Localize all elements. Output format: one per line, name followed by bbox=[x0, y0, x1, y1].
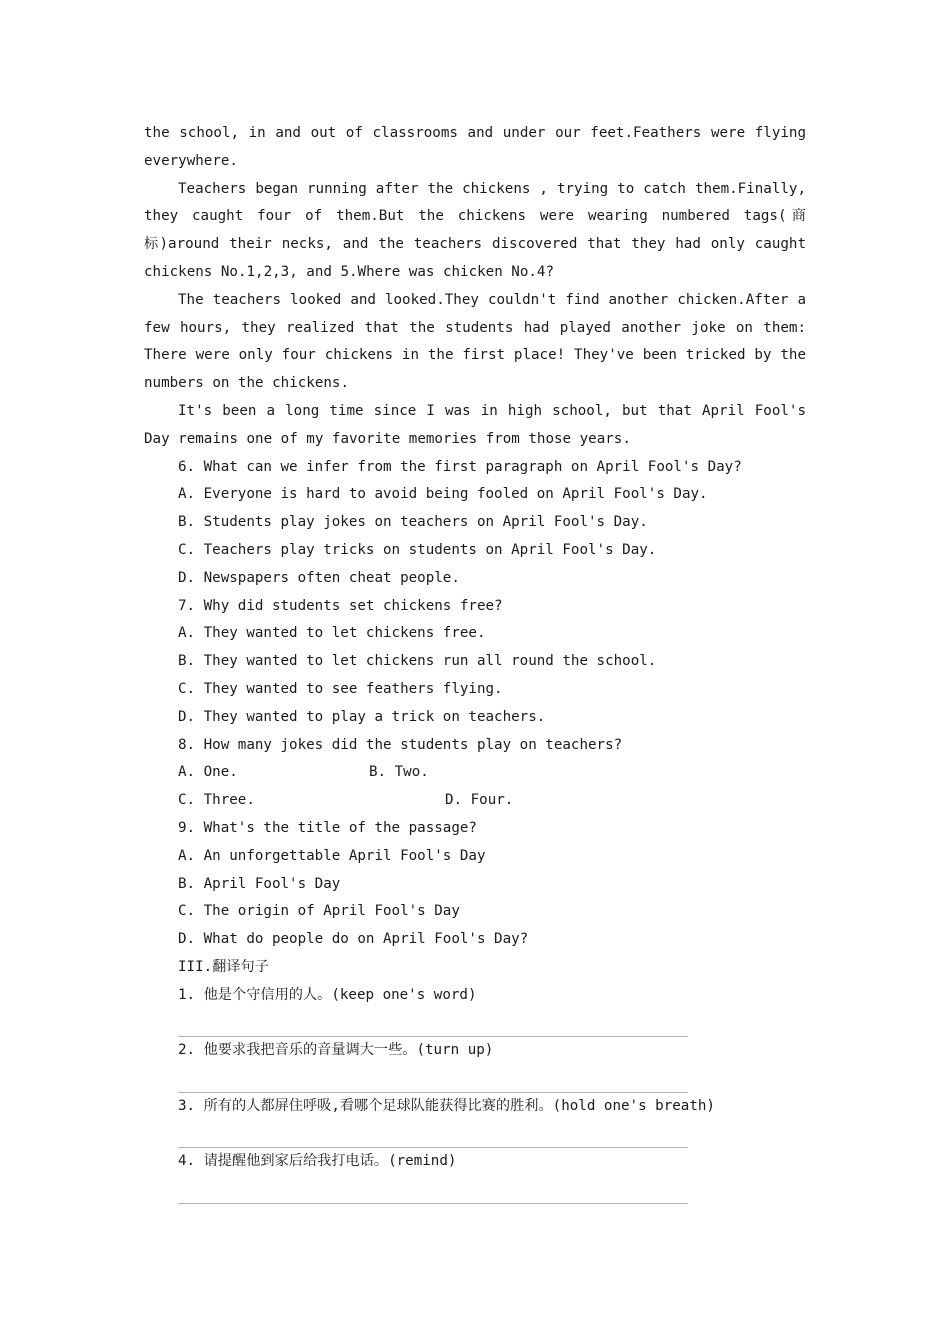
question-6-option-d: D. Newspapers often cheat people. bbox=[178, 569, 460, 586]
content bbox=[144, 120, 806, 1204]
question-8-options-row-2 bbox=[178, 787, 806, 815]
passage-paragraph-1: the school, in and out of classrooms and under our feet.Feathers were flying everywhere. bbox=[144, 125, 806, 169]
question-9-option-d: D. What do people do on April Fool's Day? bbox=[178, 931, 529, 948]
question-9-option-a: A. An unforgettable April Fool's Day bbox=[178, 847, 486, 864]
translation-item-1: 1. 他是个守信用的人。(keep one's word) bbox=[178, 986, 477, 1003]
passage-paragraph-2: Teachers began running after the chickens , trying to catch them.Finally, they caught four of them.But the chickens were wearing numbered tags(商标)around their necks, and the teachers discovered that they had only caught chickens No.1,2,3, and 5.Where was chicken No.4? bbox=[144, 180, 806, 280]
question-8-option-d: D. Four. bbox=[445, 792, 514, 809]
question-6-option-c: C. Teachers play tricks on students on April Fool's Day. bbox=[178, 541, 657, 558]
passage-paragraph-4: It's been a long time since I was in high school, but that April Fool's Day remains one of my favorite memories from those years. bbox=[144, 402, 806, 447]
question-8-option-b: B. Two. bbox=[369, 764, 429, 781]
translation-item-4: 4. 请提醒他到家后给我打电话。(remind) bbox=[178, 1153, 457, 1170]
question-6-stem: 6. What can we infer from the first paragraph on April Fool's Day? bbox=[178, 458, 742, 475]
section-3-heading: III.翻译句子 bbox=[178, 958, 269, 975]
passage-paragraph-3: The teachers looked and looked.They couldn't find another chicken.After a few hours, they realized that the students had played another joke on them: There were only four chickens in the first place! They've been tricked by the numbers on the chickens. bbox=[144, 291, 806, 392]
answer-line-2[interactable] bbox=[178, 1065, 688, 1093]
question-8-options-row-1 bbox=[178, 759, 806, 787]
question-7-option-a: A. They wanted to let chickens free. bbox=[178, 625, 486, 642]
answer-line-1[interactable] bbox=[178, 1010, 688, 1038]
answer-line-3[interactable] bbox=[178, 1121, 688, 1149]
question-9-stem: 9. What's the title of the passage? bbox=[178, 819, 477, 836]
question-9-option-b: B. April Fool's Day bbox=[178, 875, 341, 892]
question-8-stem: 8. How many jokes did the students play on teachers? bbox=[178, 736, 623, 753]
answer-line-4[interactable] bbox=[178, 1176, 688, 1204]
translation-item-2: 2. 他要求我把音乐的音量调大一些。(turn up) bbox=[178, 1042, 494, 1059]
question-6-option-b: B. Students play jokes on teachers on April Fool's Day. bbox=[178, 514, 648, 531]
question-8-option-c: C. Three. bbox=[178, 792, 255, 809]
translation-item-3: 3. 所有的人都屏住呼吸,看哪个足球队能获得比赛的胜利。(hold one's breath) bbox=[178, 1097, 715, 1114]
question-7-stem: 7. Why did students set chickens free? bbox=[178, 597, 503, 614]
question-7-option-d: D. They wanted to play a trick on teachers. bbox=[178, 708, 546, 725]
question-8-option-a: A. One. bbox=[178, 764, 238, 781]
question-9-option-c: C. The origin of April Fool's Day bbox=[178, 903, 460, 920]
question-6-option-a: A. Everyone is hard to avoid being fooled on April Fool's Day. bbox=[178, 486, 708, 503]
question-7-option-c: C. They wanted to see feathers flying. bbox=[178, 680, 503, 697]
question-7-option-b: B. They wanted to let chickens run all round the school. bbox=[178, 653, 657, 670]
